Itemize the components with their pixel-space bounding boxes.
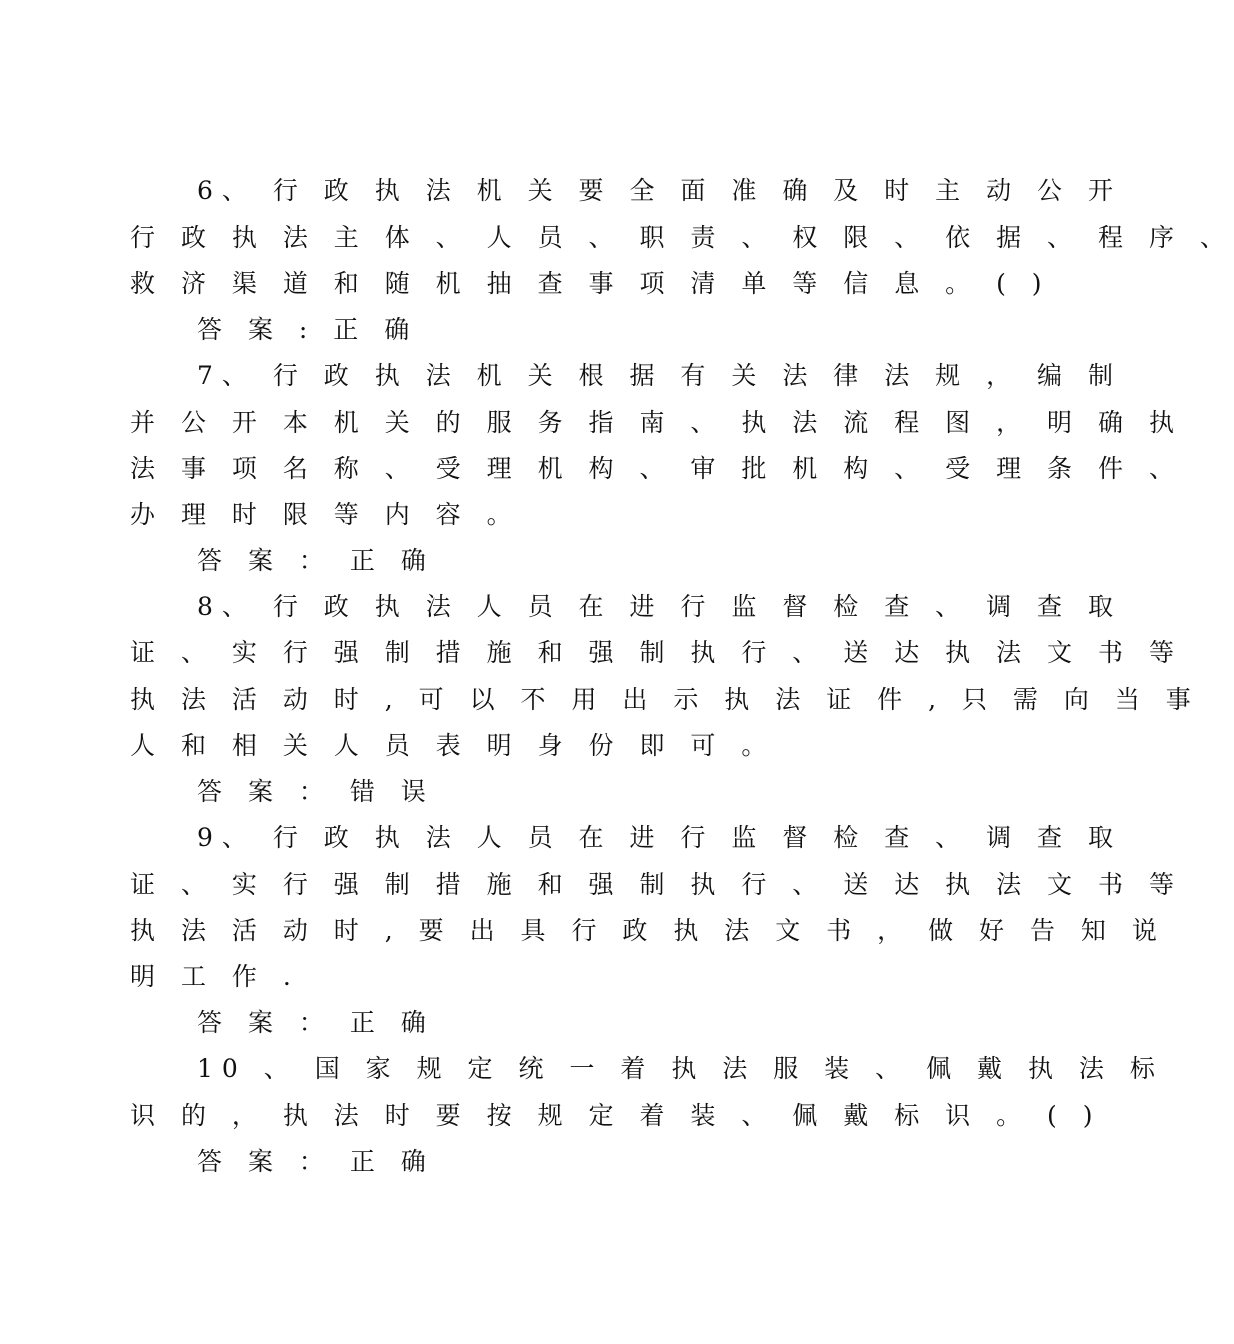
q9-answer: 答 案 ： 正 确 [197, 1008, 435, 1037]
q8-line-4: 人 和 相 关 人 员 表 明 身 份 即 可 。 [130, 731, 776, 760]
q7-line-4: 办 理 时 限 等 内 容 。 [130, 500, 521, 529]
q6-line-2: 行 政 执 法 主 体 、 人 员 、 职 责 、 权 限 、 依 据 、 程 序 、 [130, 223, 1234, 252]
q10-line-2: 识 的 ， 执 法 时 要 按 规 定 着 装 、 佩 戴 标 识 。 ( ) [130, 1101, 1102, 1130]
q8-line-3: 执 法 活 动 时 , 可 以 不 用 出 示 执 法 证 件 , 只 需 向 当 事 [130, 685, 1200, 714]
q8-line-1: 8、 行 政 执 法 人 员 在 进 行 监 督 检 查 、 调 查 取 [197, 592, 1123, 621]
q9-line-1: 9、 行 政 执 法 人 员 在 进 行 监 督 检 查 、 调 查 取 [197, 823, 1123, 852]
q7-line-2: 并 公 开 本 机 关 的 服 务 指 南 、 执 法 流 程 图 ， 明 确 执 [130, 408, 1183, 437]
q9-line-3: 执 法 活 动 时 , 要 出 具 行 政 执 法 文 书 ， 做 好 告 知 说 [130, 916, 1166, 945]
q7-line-3: 法 事 项 名 称 、 受 理 机 构 、 审 批 机 构 、 受 理 条 件 、 [130, 454, 1183, 483]
q6-line-3: 救 济 渠 道 和 随 机 抽 查 事 项 清 单 等 信 息 。 ( ) [130, 269, 1051, 298]
q10-line-1: 10 、 国 家 规 定 统 一 着 执 法 服 装 、 佩 戴 执 法 标 [197, 1054, 1164, 1083]
q8-answer: 答 案 ： 错 误 [197, 777, 435, 806]
q10-answer: 答 案 ： 正 确 [197, 1147, 435, 1176]
q7-answer: 答 案 ： 正 确 [197, 546, 435, 575]
q8-line-2: 证 、 实 行 强 制 措 施 和 强 制 执 行 、 送 达 执 法 文 书 等 [130, 638, 1183, 667]
q9-line-2: 证 、 实 行 强 制 措 施 和 强 制 执 行 、 送 达 执 法 文 书 等 [130, 870, 1183, 899]
q9-line-4: 明 工 作 . [130, 962, 300, 991]
q6-line-1: 6、 行 政 执 法 机 关 要 全 面 准 确 及 时 主 动 公 开 [197, 176, 1123, 205]
q6-answer: 答 案 : 正 确 [197, 315, 419, 344]
q7-line-1: 7、 行 政 执 法 机 关 根 据 有 关 法 律 法 规 ， 编 制 [197, 361, 1123, 390]
